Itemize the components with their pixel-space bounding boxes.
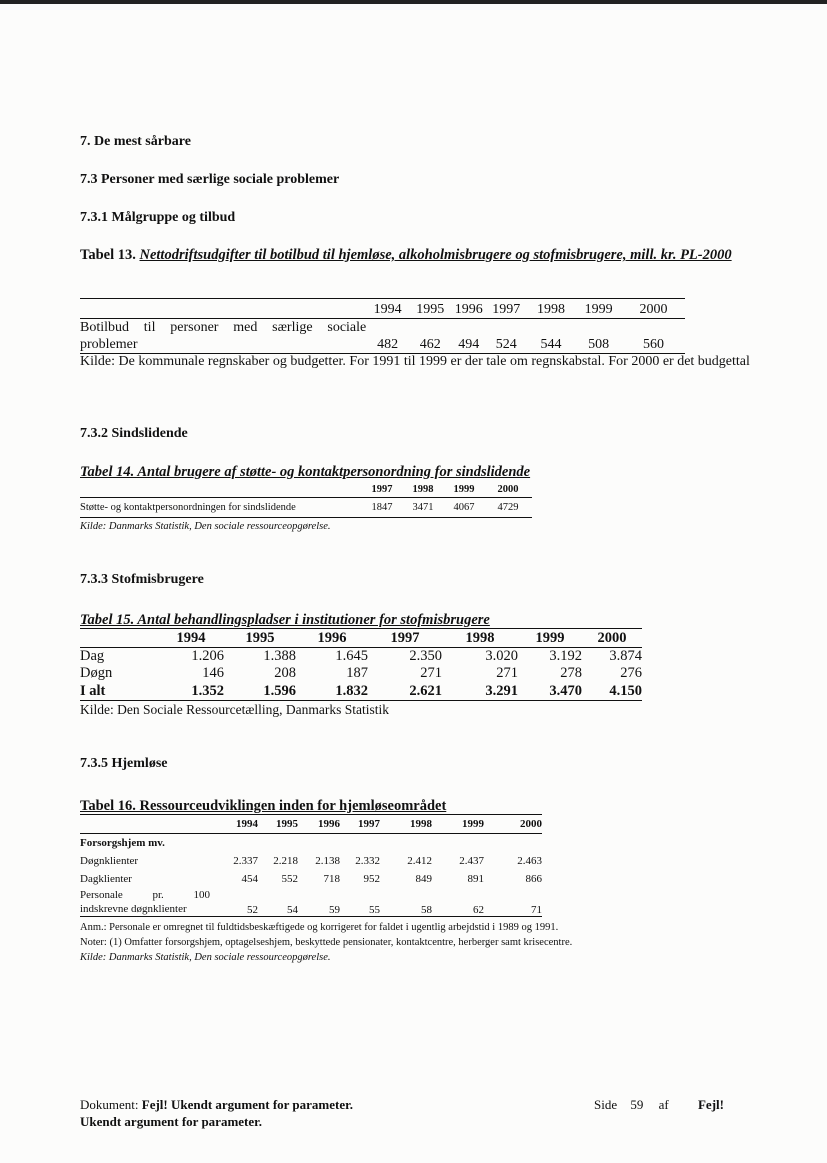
table-total-row	[80, 682, 642, 701]
table-row	[80, 319, 685, 354]
table-row	[80, 648, 642, 666]
year-header: 2000	[484, 482, 532, 498]
table14-title: Tabel 14. Antal brugere af støtte- og kontaktpersonordning for sindslidende	[80, 464, 531, 480]
table14	[80, 482, 532, 518]
table-header-row	[80, 482, 532, 498]
year-header: 1998	[442, 629, 518, 648]
table-cell: 3.020	[485, 648, 518, 664]
row-label: Dagklienter	[80, 873, 132, 885]
table16-note: Anm.: Personale er omregnet til fuldtidsbeskæftigede og korrigeret for faldet i ugentlig arbejdstid i 1989 og 1991.	[80, 922, 559, 933]
row-label: I alt	[80, 682, 158, 701]
table-header-row	[80, 629, 642, 648]
table-cell: 508	[575, 319, 622, 354]
table-cell: 560	[622, 319, 685, 354]
row-label: Støtte- og kontaktpersonordningen for sindslidende	[80, 498, 362, 518]
footer-page-word: Side	[594, 1097, 618, 1112]
footer-total-error: Fejl!	[697, 1097, 724, 1112]
table14-source: Kilde: Danmarks Statistik, Den sociale ressourceopgørelse.	[80, 521, 331, 532]
year-header: 1996	[296, 629, 368, 648]
year-header: 1996	[452, 299, 487, 319]
table-cell: 3.470	[518, 682, 582, 701]
table15	[80, 628, 642, 701]
chapter-heading: 7. De mest sårbare	[80, 134, 191, 149]
table-cell: 146	[202, 665, 224, 681]
table-cell: 2.138	[315, 855, 340, 867]
table13-label: Tabel 13.	[80, 247, 136, 263]
table-cell: 2.437	[459, 855, 484, 867]
footer-page	[594, 1096, 754, 1113]
table16-notes	[80, 920, 800, 965]
year-header: 2000	[484, 815, 542, 834]
table-cell: 544	[527, 319, 576, 354]
table-cell: 2.350	[409, 648, 442, 664]
table-cell: 952	[363, 873, 380, 885]
year-header: 1999	[518, 629, 582, 648]
table-row	[80, 852, 542, 870]
table-cell: 1.206	[191, 648, 224, 664]
table-row	[80, 665, 642, 682]
table-cell: 1847	[362, 498, 402, 518]
footer-page-number: 59	[630, 1097, 644, 1112]
table-cell: 59	[298, 888, 340, 917]
table-cell: 482	[366, 319, 409, 354]
table-cell: 271	[420, 665, 442, 681]
table16-source: Kilde: Danmarks Statistik, Den sociale ressourceopgørelse.	[80, 952, 331, 963]
table-cell: 4729	[484, 498, 532, 518]
table-cell: 524	[486, 319, 527, 354]
table-cell: 718	[323, 873, 340, 885]
table-row	[80, 870, 542, 888]
table-cell: 3.291	[442, 682, 518, 701]
table-cell: 187	[346, 665, 368, 681]
table-cell: 2.337	[233, 855, 258, 867]
table-cell: 2.412	[407, 855, 432, 867]
table-cell: 208	[274, 665, 296, 681]
table-cell: 62	[432, 888, 484, 917]
table-header-row	[80, 299, 685, 319]
table-cell: 2.218	[273, 855, 298, 867]
row-label: Dag	[80, 648, 105, 664]
table13-title: Nettodriftsudgifter til botilbud til hjemløse, alkoholmisbrugere og stofmisbrugere, mill. kr. PL-2000	[139, 247, 732, 263]
table-cell: 1.645	[335, 648, 368, 664]
table-cell: 4.150	[582, 682, 642, 701]
table-group-row	[80, 834, 542, 853]
year-header: 1998	[380, 815, 432, 834]
footer-of-word: af	[658, 1097, 669, 1112]
year-header: 1994	[158, 629, 224, 648]
table-cell: 52	[222, 888, 258, 917]
year-header: 1997	[362, 482, 402, 498]
year-header: 1994	[222, 815, 258, 834]
table-cell: 71	[484, 888, 542, 917]
footer-doc-error: Fejl! Ukendt argument for parameter.	[141, 1097, 353, 1112]
table-row	[80, 498, 532, 518]
year-header: 1996	[298, 815, 340, 834]
year-header: 1998	[402, 482, 444, 498]
footer-doc-error-cont: Ukendt argument for parameter.	[80, 1114, 262, 1129]
table-cell: 2.463	[517, 855, 542, 867]
row-label-line: Personale pr. 100	[80, 889, 210, 901]
row-label: Døgn	[80, 665, 113, 681]
row-label-line: indskrevne døgnklienter	[80, 903, 187, 915]
year-header: 1997	[340, 815, 380, 834]
year-header: 1995	[258, 815, 298, 834]
table-cell: 58	[380, 888, 432, 917]
year-header: 1995	[224, 629, 296, 648]
table-cell: 271	[496, 665, 518, 681]
table-cell: 55	[340, 888, 380, 917]
table13-source: Kilde: De kommunale regnskaber og budgetter. For 1991 til 1999 er der tale om regnskabstal. For 2000 er det budgettal	[80, 354, 750, 369]
table-cell: 552	[281, 873, 298, 885]
table-cell: 2.332	[355, 855, 380, 867]
table-cell: 3.874	[609, 648, 642, 664]
year-header: 2000	[622, 299, 685, 319]
table-cell: 866	[525, 873, 542, 885]
table-header-row	[80, 815, 542, 834]
year-header: 1997	[486, 299, 527, 319]
year-header: 1997	[368, 629, 442, 648]
table-cell: 1.388	[263, 648, 296, 664]
table-cell: 1.832	[296, 682, 368, 701]
footer-document	[80, 1096, 353, 1130]
section-heading-735: 7.3.5 Hjemløse	[80, 756, 168, 771]
section-heading-733: 7.3.3 Stofmisbrugere	[80, 572, 204, 587]
row-label-line: Botilbud til personer med særlige sociale	[80, 320, 367, 335]
subsection-heading: 7.3.1 Målgruppe og tilbud	[80, 210, 236, 225]
table-cell: 454	[241, 873, 258, 885]
table-cell: 494	[452, 319, 487, 354]
table13-caption	[80, 246, 760, 264]
table-cell: 3471	[402, 498, 444, 518]
table15-source: Kilde: Den Sociale Ressourcetælling, Danmarks Statistik	[80, 702, 389, 717]
table-cell: 1.352	[158, 682, 224, 701]
table-cell: 4067	[444, 498, 484, 518]
table16	[80, 814, 542, 917]
row-label: Døgnklienter	[80, 855, 139, 867]
table-cell: 462	[409, 319, 452, 354]
year-header: 1994	[366, 299, 409, 319]
table-cell: 3.192	[549, 648, 582, 664]
table-cell: 2.621	[368, 682, 442, 701]
year-header: 1999	[444, 482, 484, 498]
year-header: 2000	[582, 629, 642, 648]
table-cell: 1.596	[224, 682, 296, 701]
table-cell: 891	[467, 873, 484, 885]
group-label: Forsorgshjem mv.	[80, 837, 165, 849]
table-cell: 276	[620, 665, 642, 681]
year-header: 1999	[432, 815, 484, 834]
year-header: 1998	[527, 299, 576, 319]
table-row	[80, 888, 542, 917]
year-header: 1995	[409, 299, 452, 319]
top-border	[0, 0, 827, 4]
section-heading-732: 7.3.2 Sindslidende	[80, 426, 188, 441]
footer-doc-prefix: Dokument:	[80, 1097, 142, 1112]
table-cell: 278	[560, 665, 582, 681]
year-header: 1999	[575, 299, 622, 319]
table-cell: 54	[258, 888, 298, 917]
table-cell: 849	[415, 873, 432, 885]
table16-title: Tabel 16. Ressourceudviklingen inden for hjemløseområdet	[80, 798, 447, 814]
table16-note: Noter: (1) Omfatter forsorgshjem, optagelseshjem, beskyttede pensionater, kontaktcentre, herberger samt krisecentre.	[80, 937, 573, 948]
row-label-line: problemer	[80, 337, 138, 352]
table15-title: Tabel 15. Antal behandlingspladser i institutioner for stofmisbrugere	[80, 612, 490, 628]
table13	[80, 298, 685, 354]
section-heading: 7.3 Personer med særlige sociale problemer	[80, 172, 340, 187]
